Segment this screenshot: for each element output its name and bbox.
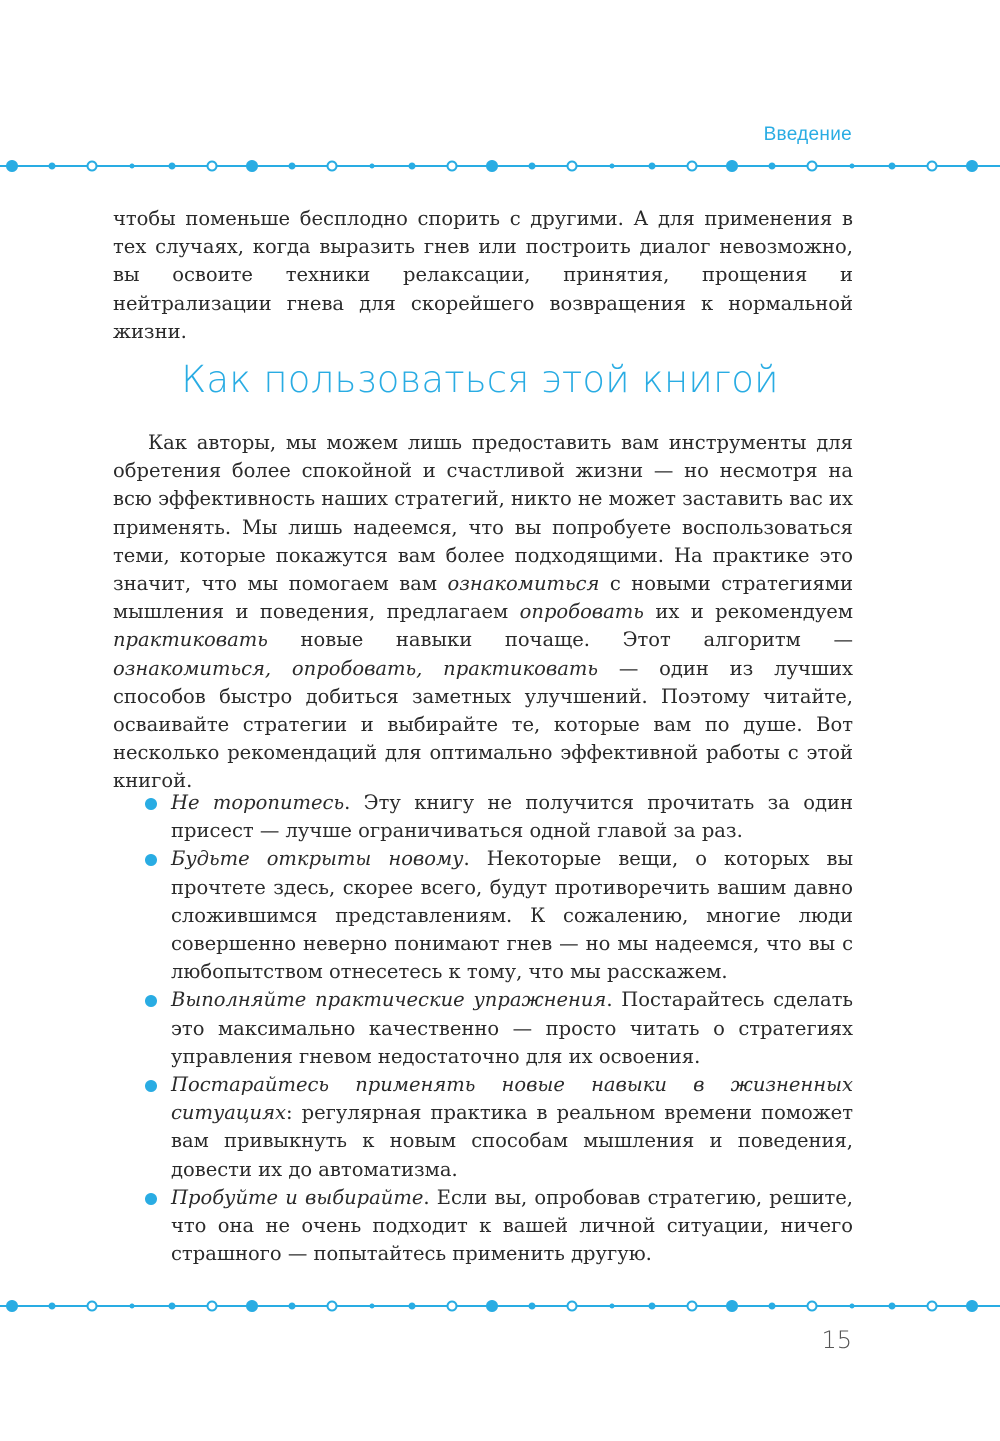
bead-icon (850, 1304, 855, 1309)
bullet-icon (145, 854, 157, 866)
section-intro-paragraph (113, 429, 853, 796)
tip-text: . Постарайтесь сделать это максимально качественно — просто читать о стратегиях управления гневом недостаточно для их освоения. (171, 988, 853, 1068)
tip-lead: Выполняйте практические упражнения (171, 988, 607, 1012)
bead-icon (726, 160, 738, 172)
bead-icon (486, 1300, 498, 1312)
paragraph-text: Как авторы, мы можем лишь предоставить вам инструменты для обретения более спокойной и счастливой жизни — но несмотря на всю эффективность наших стратегий, никто не может заставить вас их применять. Мы лишь надеемся, что вы попробуете воспользоваться теми, которые покажутся вам более подходящими. На практике это значит, что мы помогаем вам (113, 431, 853, 596)
bead-icon (409, 1303, 416, 1310)
bead-icon (169, 163, 176, 170)
bead-icon (130, 1304, 135, 1309)
bead-icon (688, 162, 697, 171)
paragraph-text: их и рекомендуем (643, 600, 854, 624)
bead-icon (49, 1303, 56, 1310)
bead-icon (409, 163, 416, 170)
bead-icon (928, 162, 937, 171)
bead-icon (49, 163, 56, 170)
bead-icon (208, 1302, 217, 1311)
emphasis-text: практиковать (113, 628, 268, 652)
bead-icon (769, 1303, 776, 1310)
bead-icon (610, 164, 615, 169)
paragraph-text: новые навыки почаще. Этот алгоритм — (267, 628, 853, 652)
intro-continuation-paragraph: чтобы поменьше бесплодно спорить с другими. А для применения в тех случаях, когда выразить гнев или построить диалог невозможно, вы освоите техники релаксации, принятия, прощения и нейтрализации гнева для скорейшего возвращения к нормальной жизни. (113, 207, 853, 343)
paragraph-text: — один из лучших способов быстро добиться заметных улучшений. Поэтому читайте, осваивайте стратегии и выбирайте те, которые вам по душе. Вот несколько рекомендаций для оптимально эффективной работы с этой книгой. (113, 656, 854, 793)
tip-lead: Будьте открыты новому (171, 847, 464, 871)
bead-icon (328, 1302, 337, 1311)
bead-icon (966, 160, 978, 172)
list-item (145, 789, 853, 845)
list-item (145, 986, 853, 1071)
bead-icon (889, 1303, 896, 1310)
bead-icon (568, 1302, 577, 1311)
bead-icon (6, 1300, 18, 1312)
bead-icon (208, 162, 217, 171)
bead-icon (808, 162, 817, 171)
bead-icon (448, 1302, 457, 1311)
bead-icon (246, 160, 258, 172)
bead-icon (246, 1300, 258, 1312)
bead-icon (130, 164, 135, 169)
bead-icon (529, 163, 536, 170)
bead-icon (88, 1302, 97, 1311)
tip-lead: Постарайтесь применять новые навыки в жизненных ситуациях (171, 1073, 853, 1125)
bottom-bead-divider (0, 1296, 1000, 1316)
bead-icon (448, 162, 457, 171)
bead-icon (610, 1304, 615, 1309)
bead-icon (370, 1304, 375, 1309)
top-bead-divider (0, 156, 1000, 176)
emphasis-text: ознакомиться, опробовать, практиковать (113, 656, 598, 680)
list-item (145, 1071, 853, 1184)
bead-icon (889, 163, 896, 170)
bead-icon (769, 163, 776, 170)
bead-icon (726, 1300, 738, 1312)
bead-icon (966, 1300, 978, 1312)
bead-icon (169, 1303, 176, 1310)
bead-icon (649, 1303, 656, 1310)
paragraph-text: с новыми стратегиями мышления и поведения, предлагаем (113, 572, 853, 624)
bead-icon (328, 162, 337, 171)
bead-icon (568, 162, 577, 171)
bead-icon (808, 1302, 817, 1311)
bullet-icon (145, 995, 157, 1007)
tip-text: . Некоторые вещи, о которых вы прочтете здесь, скорее всего, будут противоречить вашим давно сложившимся представлениям. К сожалению, многие люди совершенно неверно понимают гнев — но мы надеемся, что вы с любопытством отнесетесь к тому, что мы расскажем. (171, 847, 853, 984)
tip-text: . Если вы, опробовав стратегию, решите, что она не очень подходит к вашей личной ситуации, ничего страшного — попытайтесь применить другую. (171, 1185, 853, 1266)
tips-list (145, 789, 853, 1268)
bullet-icon (145, 1080, 157, 1092)
bead-icon (370, 164, 375, 169)
section-title: Как пользоваться этой книгой (181, 358, 779, 401)
list-item (145, 845, 853, 986)
bead-icon (928, 1302, 937, 1311)
bullet-icon (145, 1193, 157, 1205)
bead-icon (486, 160, 498, 172)
emphasis-text: ознакомиться (447, 572, 600, 596)
list-item (145, 1184, 853, 1269)
bead-icon (529, 1303, 536, 1310)
tip-text: : регулярная практика в реальном времени поможет вам привыкнуть к новым способам мышления и поведения, довести их до автоматизма. (171, 1101, 853, 1181)
bead-icon (688, 1302, 697, 1311)
emphasis-text: опробовать (519, 600, 644, 624)
tip-text: . Эту книгу не получится прочитать за один присест — лучше ограничиваться одной главой за раз. (171, 791, 853, 843)
tip-lead: Не торопитесь (171, 791, 345, 814)
bead-icon (289, 1303, 296, 1310)
tip-lead: Пробуйте и выбирайте (171, 1185, 424, 1209)
bead-icon (289, 163, 296, 170)
bullet-icon (145, 798, 157, 810)
bead-icon (850, 164, 855, 169)
bead-icon (649, 163, 656, 170)
bead-icon (6, 160, 18, 172)
page-number: 15 (821, 1326, 852, 1354)
running-head: Введение (763, 124, 852, 145)
bead-icon (88, 162, 97, 171)
